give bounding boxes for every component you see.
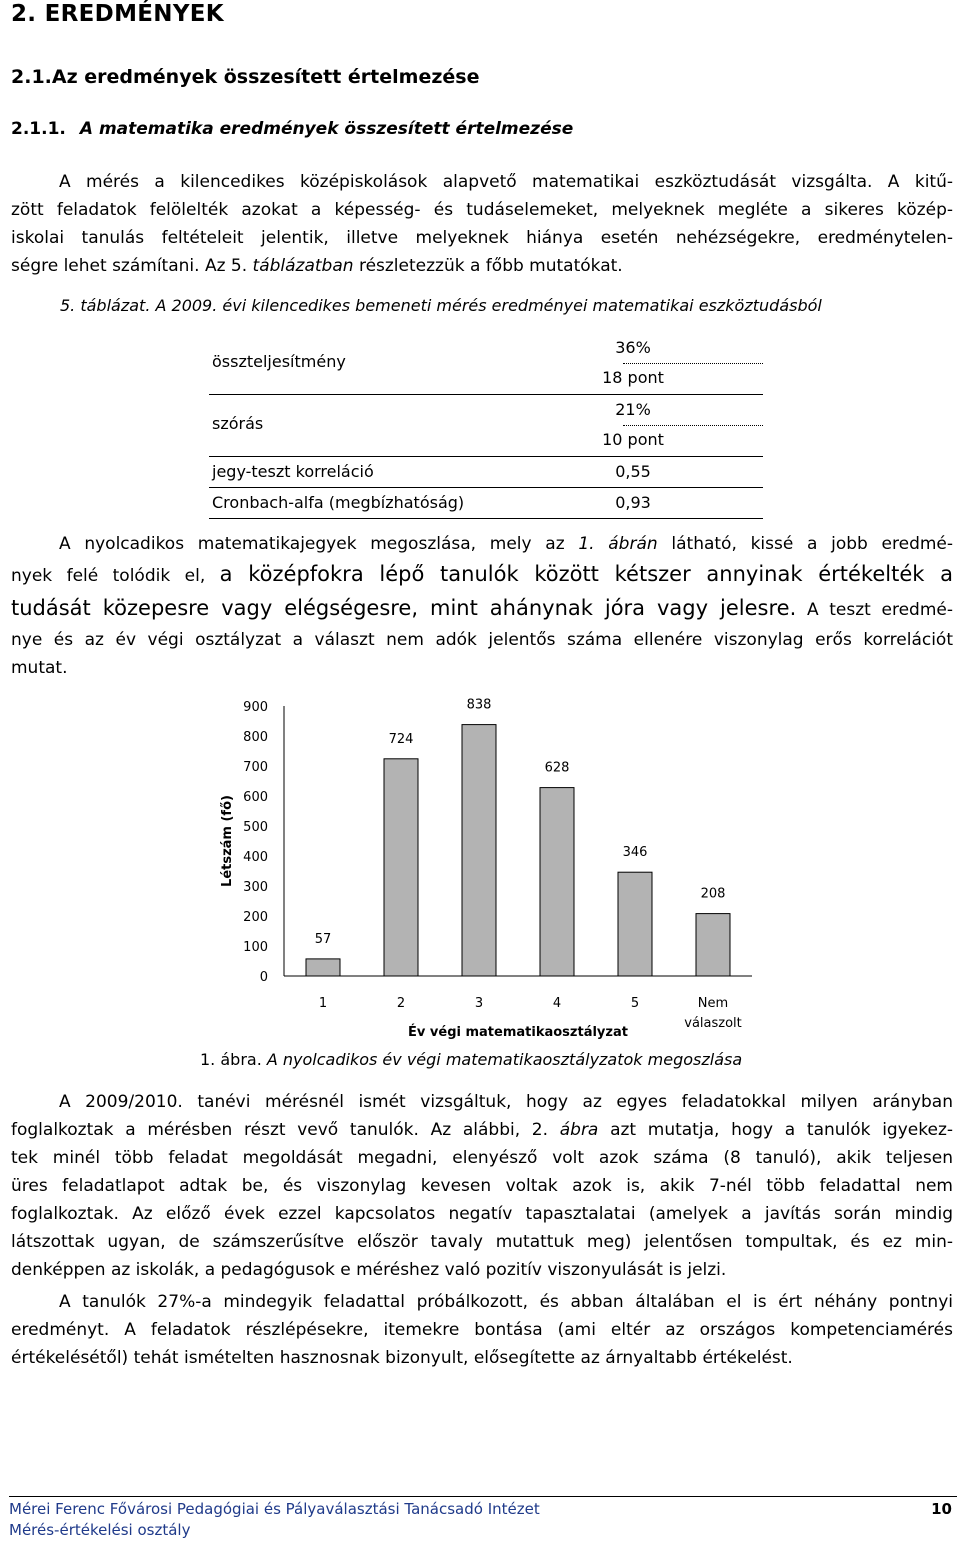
chapter-heading: 2. EREDMÉNYEK [11,1,224,27]
para2-text: látható, kissé a jobb eredmé- [671,534,954,554]
data-label: 628 [544,760,570,776]
figure-reference: ábra [559,1120,599,1140]
bar [306,959,340,976]
footer-dept: Mérés-értékelési osztály [9,1521,191,1539]
dotted-divider [623,425,763,426]
y-tick-label: 0 [259,970,268,985]
bar [540,788,574,976]
paragraph-intro [11,168,953,280]
table-divider [209,487,763,488]
y-tick-label: 100 [243,940,268,955]
figure-caption-number: 1. ábra. [200,1050,262,1069]
footer-org: Mérei Ferenc Fővárosi Pedagógiai és Pályaválasztási Tanácsadó Intézet [9,1500,540,1518]
y-axis-title: Létszám (fő) [220,795,235,887]
para2-line [11,558,953,592]
row-label: összteljesítmény [212,352,346,371]
para1-line: iskolai tanulás feltételeit jelentik, illetve melyeknek hiánya esetén nehézségekre, eredménytelen- [11,228,953,248]
y-tick-label: 700 [243,760,268,775]
figure-caption [200,1050,766,1069]
table-divider [209,394,763,395]
y-tick-label: 900 [243,700,268,715]
row-label: szórás [212,414,264,433]
x-axis-title: Év végi matematikaosztályzat [408,1025,628,1040]
table-caption [60,296,822,315]
subsection-heading [11,119,573,139]
data-label: 208 [700,886,726,902]
bar [462,725,496,976]
grade-distribution-chart [200,690,760,1040]
para2-text: nyek felé tolódik el, [11,566,206,586]
subsection-number: 2.1.1. [11,119,66,139]
x-tick-label: 2 [396,996,406,1011]
para2-emphasis: a középfokra lépő tanulók között kétszer annyinak értékelték a [219,562,953,586]
row-value-points: 10 pont [602,430,664,449]
page-number: 10 [931,1500,952,1518]
para3-line: üres feladatlapot adtak be, és viszonylag kevesen voltak azok is, akik 7-nél több feladattal nem [11,1176,953,1196]
x-tick-label: 5 [630,996,640,1011]
table-reference: táblázatban [252,256,354,276]
para2-text: A teszt eredmé- [806,600,954,620]
para1-line [11,252,953,280]
figure-reference: 1. ábrán [578,534,658,554]
para3-text: azt mutatja, hogy a tanulók igyekez- [610,1120,954,1140]
para1-line: zött feladatok felölelték azokat a képesség- és tudáselemeket, melyeknek megléte a sikeres közép- [11,200,953,220]
data-label: 838 [466,697,492,713]
x-tick-label: 4 [552,996,562,1011]
paragraph-tasks [11,1088,953,1284]
para3-line: tek minél több feladat megoldását megadni, elenyésző volt azok száma (8 tanuló), akik teljesen [11,1148,953,1168]
para2-line: mutat. [11,658,68,678]
summary-table [209,330,763,520]
figure-caption-text: A nyolcadikos év végi matematikaosztályzatok megoszlása [266,1050,743,1069]
paragraph-itemization [11,1288,953,1372]
y-tick-label: 500 [243,820,268,835]
row-value-points: 18 pont [602,368,664,387]
dotted-divider [623,363,763,364]
row-value: 0,55 [615,462,651,481]
table-divider [209,518,763,519]
x-tick-label: válaszolt [684,1016,742,1031]
paragraph-grades [11,530,953,682]
footer-rule [9,1496,957,1497]
bar [384,759,418,976]
para3-line [11,1116,953,1144]
bar [696,914,730,976]
para3-line: foglalkoztak. Az előző évek ezzel kapcsolatos negatív tapasztalatai (amelyek a javítás során mindig [11,1204,953,1224]
data-label: 724 [388,731,414,747]
para2-text: A nyolcadikos matematikajegyek megoszlása, mely az [59,534,565,554]
y-tick-label: 400 [243,850,268,865]
para4-line: eredményt. A feladatok részlépésekre, itemekre bontása (ami eltér az országos kompetenciamérés [11,1320,953,1340]
row-value-percent: 36% [615,338,651,357]
bar [618,872,652,976]
x-tick-label: 3 [474,996,484,1011]
table-caption-text: 5. táblázat. A 2009. évi kilencedikes bemeneti mérés eredményei matematikai eszköztudásból [60,296,822,315]
data-label: 346 [622,845,648,861]
subsection-title: A matematika eredmények összesített értelmezése [79,119,574,139]
para2-line [11,530,953,558]
para3-line: A 2009/2010. tanévi mérésnél ismét vizsgáltuk, hogy az egyes feladatokkal milyen arányban [59,1092,953,1112]
para2-line: nye és az év végi osztályzat a választ nem adók jelentős száma ellenére viszonylag erős korrelációt [11,630,953,650]
section-heading: 2.1.Az eredmények összesített értelmezése [11,66,480,88]
row-label: Cronbach-alfa (megbízhatóság) [212,493,465,512]
para2-emphasis: tudását közepesre vagy elégségesre, mint ahánynak jóra vagy jelesre. [11,596,797,620]
table-divider [209,456,763,457]
para1-line: A mérés a kilencedikes középiskolások alapvető matematikai eszköztudását vizsgálta. A kitű- [59,172,953,192]
para3-text: foglalkoztak a mérésben részt vevő tanulók. Az alábbi, 2. [11,1120,549,1140]
row-label: jegy-teszt korreláció [212,462,374,481]
para1-text: részletezzük a főbb mutatókat. [358,256,623,276]
para4-line: értékelésétől) tehát ismételten hasznosnak bizonyult, elősegítette az árnyaltabb értékelést. [11,1348,793,1368]
para1-text: ségre lehet számítani. Az 5. [11,256,248,276]
y-tick-label: 200 [243,910,268,925]
x-tick-label: Nem [697,996,729,1011]
para2-line [11,592,953,626]
x-tick-label: 1 [318,996,328,1011]
y-tick-label: 600 [243,790,268,805]
data-label: 57 [314,931,332,947]
row-value: 0,93 [615,493,651,512]
y-tick-label: 800 [243,730,268,745]
para3-line: látszottak ugyan, de számszerűsítve először tavaly mutattuk meg) jelentősen tompultak, és ez min- [11,1232,953,1252]
para3-line: denképpen az iskolák, a pedagógusok e méréshez való pozitív viszonyulását is jelzi. [11,1260,727,1280]
y-tick-label: 300 [243,880,268,895]
para4-line: A tanulók 27%-a mindegyik feladattal próbálkozott, és abban általában el is ért néhány pontnyi [59,1292,953,1312]
row-value-percent: 21% [615,400,651,419]
